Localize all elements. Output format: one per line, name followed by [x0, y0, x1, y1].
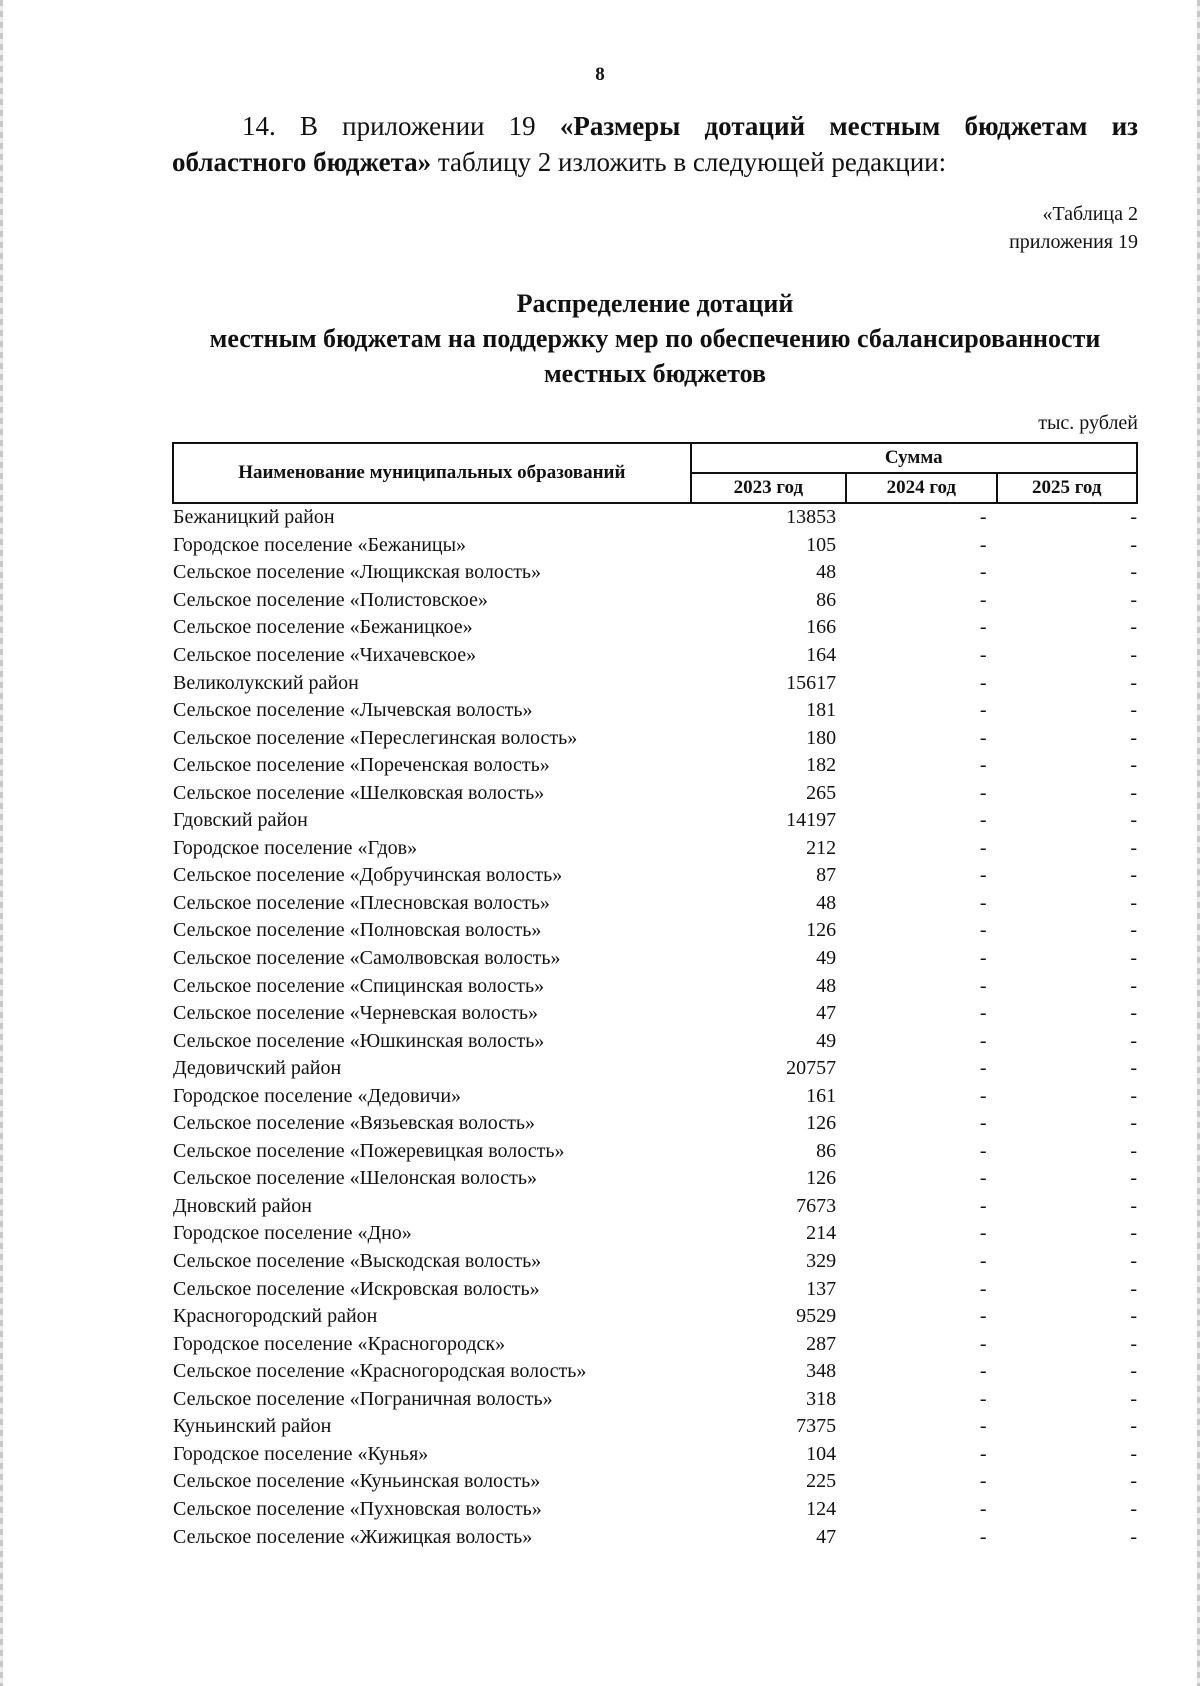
- amendment-paragraph: [172, 108, 1138, 180]
- table-row: [173, 752, 1137, 780]
- row-value-2023: 105: [806, 533, 837, 556]
- row-value-2025: -: [1130, 506, 1137, 529]
- row-value-2024: -: [979, 864, 987, 887]
- scan-edge-left: [0, 0, 3, 1686]
- row-value-2024: -: [979, 533, 987, 556]
- table-row: [173, 807, 1137, 835]
- row-name-cell: Сельское поселение «Лычевская волость»: [173, 699, 533, 722]
- table-row: [173, 503, 1137, 532]
- table-row: [173, 1110, 1137, 1138]
- row-name-cell: Дедовичский район: [173, 1057, 342, 1080]
- paragraph-text-before: В приложении 19: [299, 111, 536, 141]
- row-value-2025: -: [1130, 947, 1137, 970]
- row-name-cell: Сельское поселение «Черневская волость»: [173, 1002, 539, 1025]
- header-sum: Сумма: [691, 443, 1137, 473]
- row-value-2024: -: [979, 1084, 987, 1107]
- table-row: [173, 972, 1137, 1000]
- row-name-cell: Куньинский район: [173, 1415, 332, 1438]
- row-name-cell: Сельское поселение «Пожеревицкая волость»: [173, 1139, 565, 1162]
- table-row: [173, 1413, 1137, 1441]
- table-row: [173, 724, 1137, 752]
- row-value-2023: 214: [806, 1222, 837, 1245]
- row-value-2025: -: [1130, 1470, 1137, 1493]
- row-value-2023: 15617: [786, 671, 837, 694]
- table-row: [173, 1303, 1137, 1331]
- table-row: [173, 1055, 1137, 1083]
- row-value-2023: 225: [806, 1470, 837, 1493]
- row-value-2025: -: [1130, 1139, 1137, 1162]
- row-value-2023: 124: [806, 1497, 837, 1520]
- row-value-2025: -: [1130, 644, 1137, 666]
- table-row: [173, 835, 1137, 863]
- row-value-2025: -: [1130, 1525, 1137, 1548]
- row-value-2024: -: [979, 644, 987, 666]
- table-row: [173, 1330, 1137, 1358]
- row-value-2023: 161: [806, 1084, 837, 1107]
- row-value-2024: -: [979, 726, 987, 749]
- row-value-2025: -: [1130, 1167, 1137, 1190]
- row-name-cell: Сельское поселение «Шелковская волость»: [173, 781, 545, 804]
- row-value-2024: -: [979, 1497, 987, 1520]
- table-row: [173, 890, 1137, 918]
- row-value-2025: -: [1130, 974, 1137, 997]
- row-value-2025: -: [1130, 754, 1137, 777]
- title-line1: Распределение дотаций: [516, 289, 794, 318]
- page-number: 8: [595, 64, 605, 85]
- table-row: [173, 779, 1137, 807]
- row-value-2023: 318: [806, 1387, 837, 1410]
- row-name-cell: Сельское поселение «Куньинская волость»: [173, 1470, 541, 1493]
- row-value-2024: -: [979, 1002, 987, 1025]
- row-name-cell: Сельское поселение «Вязьевская волость»: [173, 1112, 535, 1135]
- row-value-2023: 265: [806, 781, 837, 804]
- table-row: [173, 945, 1137, 973]
- table-row: [173, 917, 1137, 945]
- row-value-2024: -: [979, 781, 987, 804]
- row-value-2025: -: [1130, 1194, 1137, 1217]
- row-value-2023: 20757: [786, 1057, 837, 1080]
- header-year-2025: 2025 год: [997, 473, 1137, 503]
- row-value-2024: -: [979, 671, 987, 694]
- row-name-cell: Сельское поселение «Плесновская волость»: [173, 891, 550, 914]
- table-row: [173, 669, 1137, 697]
- table-body: [173, 503, 1137, 1551]
- row-value-2023: 9529: [796, 1305, 837, 1328]
- row-name-cell: Сельское поселение «Переслегинская волость»: [173, 726, 578, 749]
- row-value-2023: 348: [806, 1360, 837, 1383]
- row-value-2025: -: [1130, 561, 1137, 584]
- row-name-cell: Гдовский район: [173, 809, 308, 832]
- row-value-2025: -: [1130, 1442, 1137, 1465]
- row-value-2025: -: [1130, 1112, 1137, 1135]
- row-value-2023: 48: [816, 891, 837, 914]
- table-row: [173, 587, 1137, 615]
- row-value-2025: -: [1130, 809, 1137, 832]
- table-row: [173, 1165, 1137, 1193]
- row-value-2025: -: [1130, 671, 1137, 694]
- row-name-cell: Сельское поселение «Полновская волость»: [173, 919, 542, 942]
- row-value-2025: -: [1130, 699, 1137, 722]
- paragraph-bold-title: «Размеры дотаций местным бюджетам из областного бюджета»: [172, 111, 1138, 177]
- row-value-2024: -: [979, 891, 987, 914]
- row-name-cell: Сельское поселение «Бежаницкое»: [173, 616, 473, 639]
- row-value-2025: -: [1130, 1497, 1137, 1520]
- row-value-2025: -: [1130, 726, 1137, 749]
- row-value-2024: -: [979, 1029, 987, 1052]
- table-caption-line1: «Таблица 2: [1042, 203, 1138, 225]
- row-value-2023: 212: [806, 836, 837, 859]
- row-value-2024: -: [979, 1305, 987, 1328]
- row-value-2025: -: [1130, 864, 1137, 887]
- row-value-2025: -: [1130, 1057, 1137, 1080]
- table-row: [173, 1496, 1137, 1524]
- table-row: [173, 1275, 1137, 1303]
- row-value-2024: -: [979, 1332, 987, 1355]
- row-value-2024: -: [979, 1194, 987, 1217]
- row-value-2024: -: [979, 699, 987, 722]
- row-value-2023: 49: [816, 1029, 837, 1052]
- row-value-2025: -: [1130, 616, 1137, 639]
- row-name-cell: Городское поселение «Красногородск»: [173, 1332, 506, 1355]
- row-value-2024: -: [979, 1222, 987, 1245]
- header-year-2024: 2024 год: [846, 473, 996, 503]
- row-value-2023: 7673: [796, 1194, 837, 1217]
- row-value-2024: -: [979, 809, 987, 832]
- row-value-2023: 329: [806, 1250, 837, 1273]
- table-row: [173, 614, 1137, 642]
- row-value-2024: -: [979, 1360, 987, 1383]
- row-value-2025: -: [1130, 1277, 1137, 1300]
- table-row: [173, 697, 1137, 725]
- row-value-2024: -: [979, 1442, 987, 1465]
- row-value-2025: -: [1130, 919, 1137, 942]
- table-row: [173, 1082, 1137, 1110]
- row-value-2024: -: [979, 561, 987, 584]
- row-name-cell: Сельское поселение «Жижицкая волость»: [173, 1525, 533, 1548]
- table-row: [173, 1386, 1137, 1414]
- row-name-cell: Дновский район: [173, 1194, 312, 1217]
- row-value-2024: -: [979, 1250, 987, 1273]
- row-value-2024: -: [979, 1525, 987, 1548]
- table-row: [173, 559, 1137, 587]
- table-caption-line2: приложения 19: [1009, 231, 1138, 253]
- table-caption: [1009, 200, 1138, 256]
- row-value-2024: -: [979, 1112, 987, 1135]
- table-row: [173, 1193, 1137, 1221]
- table-row: [173, 1523, 1137, 1551]
- row-value-2024: -: [979, 506, 987, 529]
- row-value-2024: -: [979, 1277, 987, 1300]
- subsidies-table: [172, 442, 1138, 1551]
- row-value-2023: 166: [806, 616, 837, 639]
- row-name-cell: Сельское поселение «Чихачевское»: [173, 644, 477, 666]
- row-name-cell: Сельское поселение «Добручинская волость»: [173, 864, 563, 887]
- header-name: Наименование муниципальных образований: [173, 443, 691, 503]
- row-value-2023: 181: [806, 699, 837, 722]
- row-name-cell: Красногородский район: [173, 1305, 378, 1328]
- row-value-2025: -: [1130, 1360, 1137, 1383]
- row-value-2023: 14197: [786, 809, 837, 832]
- row-value-2023: 87: [816, 864, 837, 887]
- row-name-cell: Городское поселение «Бежаницы»: [173, 533, 467, 556]
- row-value-2025: -: [1130, 1332, 1137, 1355]
- table-row: [173, 1027, 1137, 1055]
- row-value-2023: 126: [806, 1167, 837, 1190]
- row-value-2025: -: [1130, 1222, 1137, 1245]
- row-name-cell: Сельское поселение «Пухновская волость»: [173, 1497, 542, 1520]
- row-value-2025: -: [1130, 1002, 1137, 1025]
- row-name-cell: Сельское поселение «Красногородская волость»: [173, 1360, 587, 1383]
- table-row: [173, 1358, 1137, 1386]
- row-name-cell: Сельское поселение «Шелонская волость»: [173, 1167, 537, 1190]
- row-value-2023: 180: [806, 726, 837, 749]
- row-name-cell: Сельское поселение «Пограничная волость»: [173, 1387, 553, 1410]
- row-value-2023: 47: [816, 1002, 837, 1025]
- row-name-cell: Сельское поселение «Лющикская волость»: [173, 561, 542, 584]
- row-name-cell: Городское поселение «Дно»: [173, 1222, 412, 1245]
- row-value-2024: -: [979, 919, 987, 942]
- table-header: [173, 443, 1137, 503]
- row-value-2023: 164: [806, 644, 837, 666]
- row-value-2024: -: [979, 1057, 987, 1080]
- row-value-2025: -: [1130, 891, 1137, 914]
- row-value-2025: -: [1130, 1415, 1137, 1438]
- row-value-2023: 126: [806, 919, 837, 942]
- table-row: [173, 532, 1137, 560]
- row-value-2024: -: [979, 1415, 987, 1438]
- paragraph-text-after: таблицу 2 изложить в следующей редакции:: [437, 147, 947, 177]
- row-name-cell: Сельское поселение «Выскодская волость»: [173, 1250, 542, 1273]
- row-value-2025: -: [1130, 533, 1137, 556]
- row-value-2025: -: [1130, 1029, 1137, 1052]
- row-value-2024: -: [979, 754, 987, 777]
- table-row: [173, 1468, 1137, 1496]
- row-value-2023: 48: [816, 561, 837, 584]
- row-name-cell: Сельское поселение «Юшкинская волость»: [173, 1029, 545, 1052]
- table-row: [173, 1441, 1137, 1469]
- table-row: [173, 1248, 1137, 1276]
- row-value-2023: 86: [816, 1139, 837, 1162]
- row-value-2024: -: [979, 947, 987, 970]
- document-title: [172, 286, 1138, 391]
- row-name-cell: Сельское поселение «Самолвовская волость»: [173, 947, 561, 970]
- row-value-2025: -: [1130, 1250, 1137, 1273]
- row-value-2024: -: [979, 836, 987, 859]
- title-line2: местным бюджетам на поддержку мер по обеспечению сбалансированности: [209, 324, 1101, 353]
- table-row: [173, 1000, 1137, 1028]
- row-value-2025: -: [1130, 836, 1137, 859]
- row-value-2023: 182: [806, 754, 837, 777]
- row-value-2025: -: [1130, 1084, 1137, 1107]
- row-value-2023: 126: [806, 1112, 837, 1135]
- row-value-2025: -: [1130, 781, 1137, 804]
- row-name-cell: Городское поселение «Кунья»: [173, 1442, 429, 1465]
- row-value-2024: -: [979, 588, 987, 611]
- table-row: [173, 642, 1137, 670]
- row-value-2023: 104: [806, 1442, 837, 1465]
- row-value-2023: 287: [806, 1332, 837, 1355]
- row-value-2025: -: [1130, 1387, 1137, 1410]
- row-value-2024: -: [979, 616, 987, 639]
- row-value-2023: 137: [806, 1277, 837, 1300]
- row-value-2024: -: [979, 1167, 987, 1190]
- header-year-2023: 2023 год: [691, 473, 846, 503]
- row-name-cell: Сельское поселение «Искровская волость»: [173, 1277, 540, 1300]
- row-name-cell: Сельское поселение «Полистовское»: [173, 588, 488, 611]
- row-value-2025: -: [1130, 1305, 1137, 1328]
- row-value-2023: 48: [816, 974, 837, 997]
- title-line3: местных бюджетов: [543, 359, 767, 388]
- paragraph-number: 14.: [242, 111, 276, 141]
- row-name-cell: Сельское поселение «Пореченская волость»: [173, 754, 550, 777]
- row-name-cell: Великолукский район: [173, 671, 359, 694]
- row-name-cell: Бежаницкий район: [173, 506, 335, 529]
- row-value-2024: -: [979, 974, 987, 997]
- table-row: [173, 862, 1137, 890]
- row-name-cell: Городское поселение «Гдов»: [173, 836, 418, 859]
- row-value-2024: -: [979, 1139, 987, 1162]
- row-value-2023: 86: [816, 588, 837, 611]
- row-value-2023: 13853: [786, 506, 837, 529]
- row-value-2025: -: [1130, 588, 1137, 611]
- row-value-2023: 47: [816, 1525, 837, 1548]
- row-value-2024: -: [979, 1470, 987, 1493]
- row-name-cell: Сельское поселение «Спицинская волость»: [173, 974, 545, 997]
- row-value-2024: -: [979, 1387, 987, 1410]
- units-label: тыс. рублей: [1038, 412, 1138, 434]
- table-row: [173, 1220, 1137, 1248]
- row-value-2023: 7375: [796, 1415, 837, 1438]
- row-value-2023: 49: [816, 947, 837, 970]
- table-row: [173, 1138, 1137, 1166]
- row-name-cell: Городское поселение «Дедовичи»: [173, 1084, 462, 1107]
